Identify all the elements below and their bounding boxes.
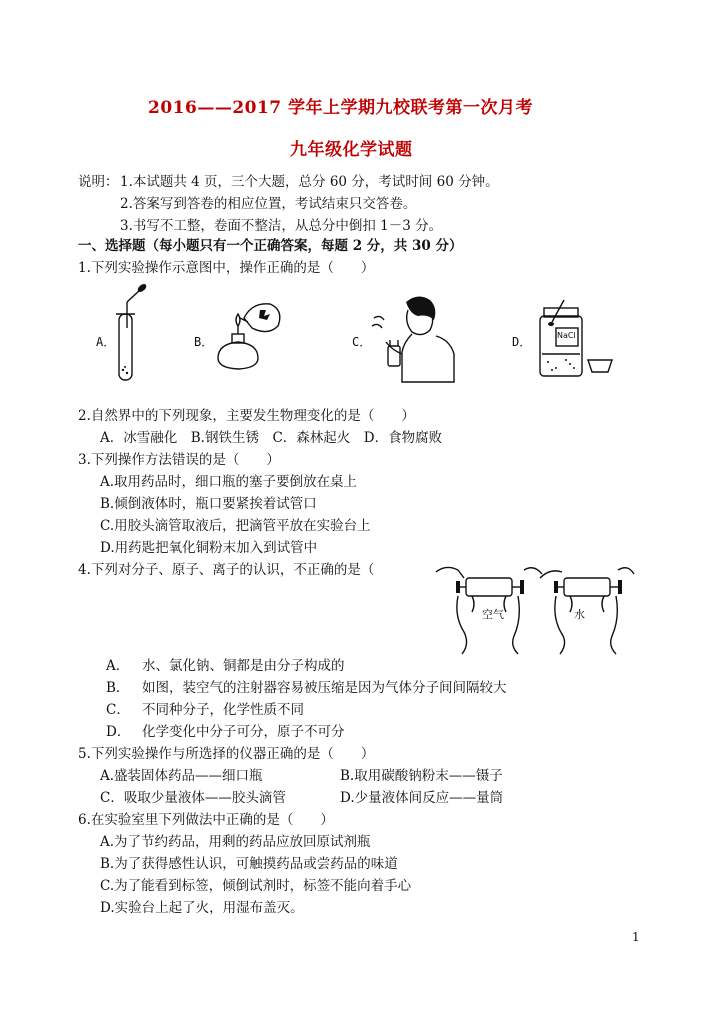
spoon-icon bbox=[548, 300, 564, 326]
question-4-option-a-label: A． bbox=[106, 658, 130, 674]
q1-figure-label-a: A． bbox=[96, 335, 116, 349]
instruction-item: 2.答案写到答卷的相应位置，考试结束只交答卷。 bbox=[120, 196, 417, 212]
question-3-option-a: A.取用药品时，细口瓶的塞子要倒放在桌上 bbox=[100, 474, 358, 490]
question-4-option-b: 如图，装空气的注射器容易被压缩是因为气体分子间间隔较大 bbox=[142, 680, 507, 696]
question-4-option-c: 不同种分子，化学性质不同 bbox=[142, 702, 304, 718]
page-number: 1 bbox=[632, 930, 640, 944]
tilted-lamp-icon bbox=[240, 304, 280, 332]
syringe-compression-illustration bbox=[432, 560, 636, 656]
question-1-stem: 1.下列实验操作示意图中，操作正确的是（ ） bbox=[78, 260, 375, 276]
person-icon bbox=[386, 296, 454, 382]
jar-label: NaCl bbox=[557, 331, 576, 340]
q1-figure-label-c: C． bbox=[352, 335, 372, 349]
alcohol-lamp-illustration bbox=[208, 296, 288, 376]
dropper-in-tube-illustration bbox=[110, 282, 150, 387]
question-6-option-a: A.为了节约药品，用剩的药品应放回原试剂瓶 bbox=[100, 834, 371, 850]
question-5-option-c: C．吸取少量液体——胶头滴管 bbox=[100, 790, 286, 806]
syringe-label-air: 空气 bbox=[482, 608, 504, 621]
section-heading: 一、选择题（每小题只有一个正确答案，每题 2 分，共 30 分） bbox=[78, 238, 463, 254]
question-5-option-b: B.取用碳酸钠粉末——镊子 bbox=[340, 768, 503, 784]
instructions-lead: 说明： bbox=[78, 174, 119, 190]
question-5-option-a: A.盛装固体药品——细口瓶 bbox=[100, 768, 263, 784]
syringe-water-icon bbox=[540, 568, 634, 654]
question-4-option-a: 水、氯化钠、铜都是由分子构成的 bbox=[142, 658, 345, 674]
question-6-option-d: D.实验台上起了火，用湿布盖灭。 bbox=[100, 900, 304, 916]
question-4-stem: 4.下列对分子、原子、离子的认识，不正确的是（ bbox=[78, 562, 375, 578]
exam-title: 2016——2017 学年上学期九校联考第一次月考 bbox=[148, 98, 534, 118]
question-2-stem: 2.自然界中的下列现象，主要发生物理变化的是（ ） bbox=[78, 408, 415, 424]
wafting-lines bbox=[372, 316, 384, 328]
question-5-stem: 5.下列实验操作与所选择的仪器正确的是（ ） bbox=[78, 746, 375, 762]
syringe-label-water: 水 bbox=[574, 608, 585, 621]
question-4-option-c-label: C． bbox=[106, 702, 130, 718]
smelling-gas-illustration bbox=[368, 292, 458, 384]
exam-subtitle: 九年级化学试题 bbox=[290, 140, 413, 160]
question-6-stem: 6.在实验室里下列做法中正确的是（ ） bbox=[78, 812, 334, 828]
question-3-option-d: D.用药匙把氧化铜粉末加入到试管中 bbox=[100, 540, 318, 556]
q1-figure-label-b: B． bbox=[194, 335, 214, 349]
alcohol-lamp-icon bbox=[218, 314, 258, 369]
question-3-option-c: C.用胶头滴管取液后，把滴管平放在实验台上 bbox=[100, 518, 371, 534]
question-4-option-b-label: B． bbox=[106, 680, 130, 696]
question-6-option-b: B.为了获得感性认识，可触摸药品或尝药品的味道 bbox=[100, 856, 398, 872]
reagent-jar-icon bbox=[540, 308, 582, 376]
question-3-stem: 3.下列操作方法错误的是（ ） bbox=[78, 452, 280, 468]
question-5-option-d: D.少量液体间反应——量筒 bbox=[340, 790, 504, 806]
question-4-option-d-label: D． bbox=[106, 724, 131, 740]
instruction-item: 3.书写不工整，卷面不整洁，从总分中倒扣 1－3 分。 bbox=[120, 218, 443, 234]
dropper-icon bbox=[127, 282, 148, 328]
question-2-options: A．冰雪融化 B.钢铁生锈 C．森林起火 D．食物腐败 bbox=[100, 430, 443, 446]
test-tube-icon bbox=[116, 314, 135, 380]
question-6-option-c: C.为了能看到标签，倾倒试剂时，标签不能向着手心 bbox=[100, 878, 412, 894]
instruction-item: 1.本试题共 4 页，三个大题，总分 60 分，考试时间 60 分钟。 bbox=[120, 174, 499, 190]
question-3-option-b: B.倾倒液体时，瓶口要紧挨着试管口 bbox=[100, 496, 317, 512]
stopper-icon bbox=[588, 360, 612, 372]
q1-figure-label-d: D． bbox=[512, 335, 532, 349]
question-4-option-d: 化学变化中分子可分，原子不可分 bbox=[142, 724, 345, 740]
